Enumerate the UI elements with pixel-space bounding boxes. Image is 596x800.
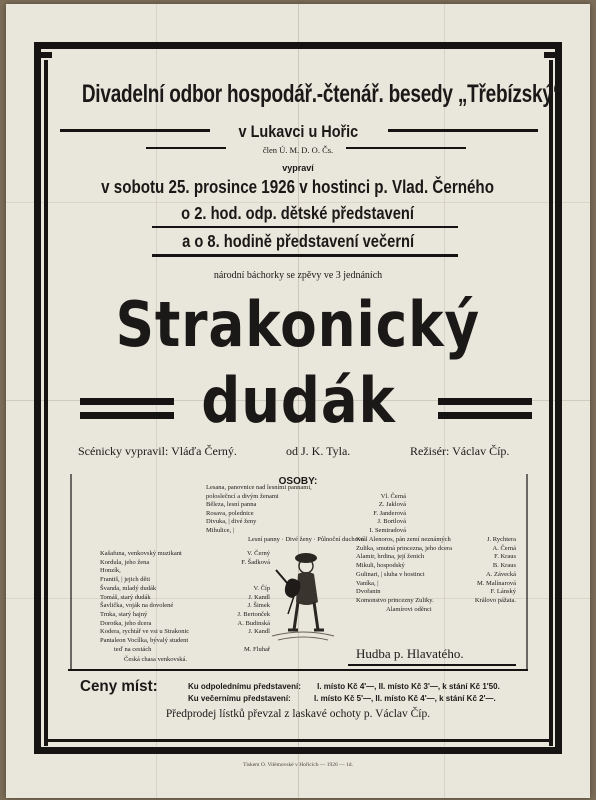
role: Kodera, rychtář ve vsi u Strakonic: [100, 628, 190, 636]
actor: A. Budinská: [237, 619, 270, 627]
role: Kašafuna, venkovský muzikant: [100, 550, 182, 557]
role: Mikuli, hospodský: [356, 562, 405, 570]
price-evening-values: I. místo Kč 5'—, II. místo Kč 4'—, k stání Kč 2'—.: [313, 694, 496, 703]
actor: A. Závecká: [486, 570, 516, 578]
role: Kordula, jeho žena: [100, 558, 150, 566]
play-title-1: Strakonický: [115, 288, 481, 361]
price-evening: [188, 694, 496, 703]
role: Lesana, panovnice nad lesními pannami,: [206, 484, 312, 491]
date-text: v sobotu 25. prosince 1926 v hostinci p. Vlad. Černého: [101, 176, 495, 197]
presale-line: Předprodej lístků převzal z laskavé ochoty p. Václav Číp.: [165, 708, 431, 720]
printer-line: Tiskem O. Vilémovské v Hořicích — 1926 — 1d.: [243, 762, 353, 768]
show-afternoon-underline: [152, 226, 458, 228]
member-rule-left: [146, 147, 226, 149]
actor: V. Černý: [247, 550, 270, 557]
actor: J. Bertonček: [237, 610, 270, 618]
frame-bottom-bar: [34, 747, 562, 754]
show-evening-underline: [152, 254, 458, 257]
role: Divuka, | divé ženy: [206, 518, 257, 526]
role: Gulinari, | sluha v hostinci: [356, 570, 425, 578]
play-title-line2: [6, 364, 590, 436]
cast-row: [356, 545, 516, 554]
prices-top-rule: [68, 669, 528, 671]
place-rule-right: [388, 129, 538, 132]
role: teď na cestách: [114, 645, 152, 653]
actor: F. Lánský: [490, 588, 516, 596]
music-underline: [348, 664, 516, 666]
prices-label: Ceny míst:: [80, 678, 158, 695]
actor: J. Bortlová: [377, 518, 406, 526]
role: poloslečncí a divým ženami: [206, 492, 279, 500]
cast-frame-left: [70, 474, 72, 670]
place-text: v Lukavci u Hořic: [238, 122, 358, 141]
cast-row: [356, 536, 516, 545]
price-afternoon-values: I. místo Kč 4'—, II. místo Kč 3'—, k stání Kč 1'50.: [317, 682, 500, 691]
member-rule-right: [346, 147, 466, 149]
actor: M. Fluhař: [244, 645, 270, 653]
role: Rosava, polednice: [206, 509, 254, 517]
cast-row: [100, 602, 270, 611]
actor: M. Malínarová: [477, 579, 516, 587]
play-title-line1: [6, 288, 590, 361]
org-heading: [6, 80, 590, 112]
director-credit: Režisér: Václav Číp.: [410, 444, 510, 458]
cast-row: [206, 527, 406, 536]
price-evening-lead: Ku večernímu představení:: [188, 694, 291, 703]
show-evening-text: a o 8. hodině představení večerní: [181, 231, 415, 251]
cast-row: [356, 580, 516, 589]
role: Tomáš, starý dudák: [100, 593, 151, 601]
actor: I. Semiradová: [369, 526, 406, 534]
bagpiper-illustration: [268, 544, 338, 644]
actor: V. Číp: [253, 584, 270, 592]
cast-row: [206, 493, 406, 502]
play-title-2: dudák: [200, 364, 396, 437]
cast-row: [100, 559, 270, 568]
actor: J. Kandl: [248, 628, 270, 636]
frame-bottom-inner-bar: [48, 739, 550, 742]
cast-row: [100, 567, 270, 576]
role: Švanda, mladý dudák: [100, 584, 157, 592]
cast-row: [206, 484, 406, 493]
member-line: člen Ú. M. D. O. Čs.: [262, 145, 334, 155]
cast-row: [206, 518, 406, 527]
cast-row: [100, 637, 270, 646]
actor: F. Šadková: [241, 558, 270, 566]
cast-row: [100, 620, 270, 629]
actor: Z. Jaklová: [378, 501, 406, 509]
cast-frame-right: [526, 474, 528, 670]
cast-row: [100, 594, 270, 603]
author-credit: od J. K. Tyla.: [286, 444, 351, 458]
cast-row: [100, 585, 270, 594]
presents-line: [6, 158, 590, 176]
cast-heading-text: OSOBY:: [278, 476, 318, 487]
actor: A. Černá: [492, 544, 516, 552]
cast-left-list: [100, 550, 270, 665]
role: Král Alenoros, pán zemí neznámých: [356, 536, 451, 543]
show-afternoon-text: o 2. hod. odp. dětské představení: [181, 203, 415, 223]
show-evening: [6, 231, 590, 253]
role: Dorotka, jeho dcera: [100, 619, 152, 627]
role: Honzík,: [100, 567, 121, 575]
price-afternoon: [188, 682, 500, 691]
cast-right-list: [356, 536, 516, 614]
actor: J. Rychtera: [487, 536, 516, 543]
actor: J. Šimek: [247, 602, 270, 610]
cast-row: [206, 501, 406, 510]
role: Pantaleon Vocílka, bývalý student: [100, 637, 189, 645]
actor: B. Kraus: [492, 562, 516, 570]
cast-row: [356, 571, 516, 580]
actor: F. Janderová: [373, 509, 406, 517]
scenic-credit: Scénicky vypravil: Vláďa Černý.: [78, 444, 237, 458]
genre-line: národní báchorky se zpěvy ve 3 jednáních: [213, 270, 383, 281]
show-afternoon: [6, 203, 590, 225]
role: Komonstvo princezny Zuliky.: [356, 596, 434, 604]
place-line: [6, 122, 590, 142]
poster-sheet: [6, 4, 590, 798]
role: Františ, | jejich děti: [100, 576, 151, 584]
presents-text: vypraví: [282, 163, 314, 173]
role: Alamir, hrdina, její ženich: [356, 553, 425, 561]
cast-row: [100, 646, 270, 655]
actor: Královo pážata.: [474, 596, 516, 604]
cast-row: [356, 553, 516, 562]
role: Šavlička, voják na dovolené: [100, 602, 174, 610]
role: Alamírovi oděnci: [386, 605, 432, 613]
cast-row: [100, 576, 270, 585]
cast-row: [356, 588, 516, 597]
role: Trnka, starý hajný: [100, 610, 148, 618]
cast-row: [100, 611, 270, 620]
cast-row: [356, 597, 516, 606]
role: Vaníka, |: [356, 579, 379, 587]
org-heading-text: Divadelní odbor hospodář.-čtenář. besedy „Třebízský“: [81, 80, 562, 108]
role: Zulika, smutná princezna, jeho dcera: [356, 544, 453, 552]
role: Běleza, lesní panna: [206, 501, 257, 509]
actor: J. Kandl: [248, 593, 270, 601]
role: Česká chasa venkovská.: [124, 656, 187, 664]
frame-top-bar: [34, 42, 562, 49]
cast-row: [100, 550, 270, 559]
place-rule-left: [60, 129, 210, 132]
music-credit: Hudba p. Hlavatého.: [356, 646, 464, 661]
role: Mihulice, |: [206, 526, 235, 534]
cast-row: [100, 628, 270, 637]
prices-label-wrap: [80, 678, 162, 696]
price-afternoon-lead: Ku odpolednímu představení:: [188, 682, 301, 691]
cast-row: [356, 562, 516, 571]
role: Lesní panny · Divé ženy · Půlnoční duchové: [247, 535, 365, 543]
cast-row: [356, 606, 516, 615]
actor: Vl. Černá: [380, 492, 406, 500]
date-line: [6, 176, 590, 200]
role: Dvořanin: [356, 588, 381, 596]
cast-row: [206, 510, 406, 519]
actor: F. Kraus: [494, 553, 516, 561]
cast-row: [100, 656, 270, 665]
